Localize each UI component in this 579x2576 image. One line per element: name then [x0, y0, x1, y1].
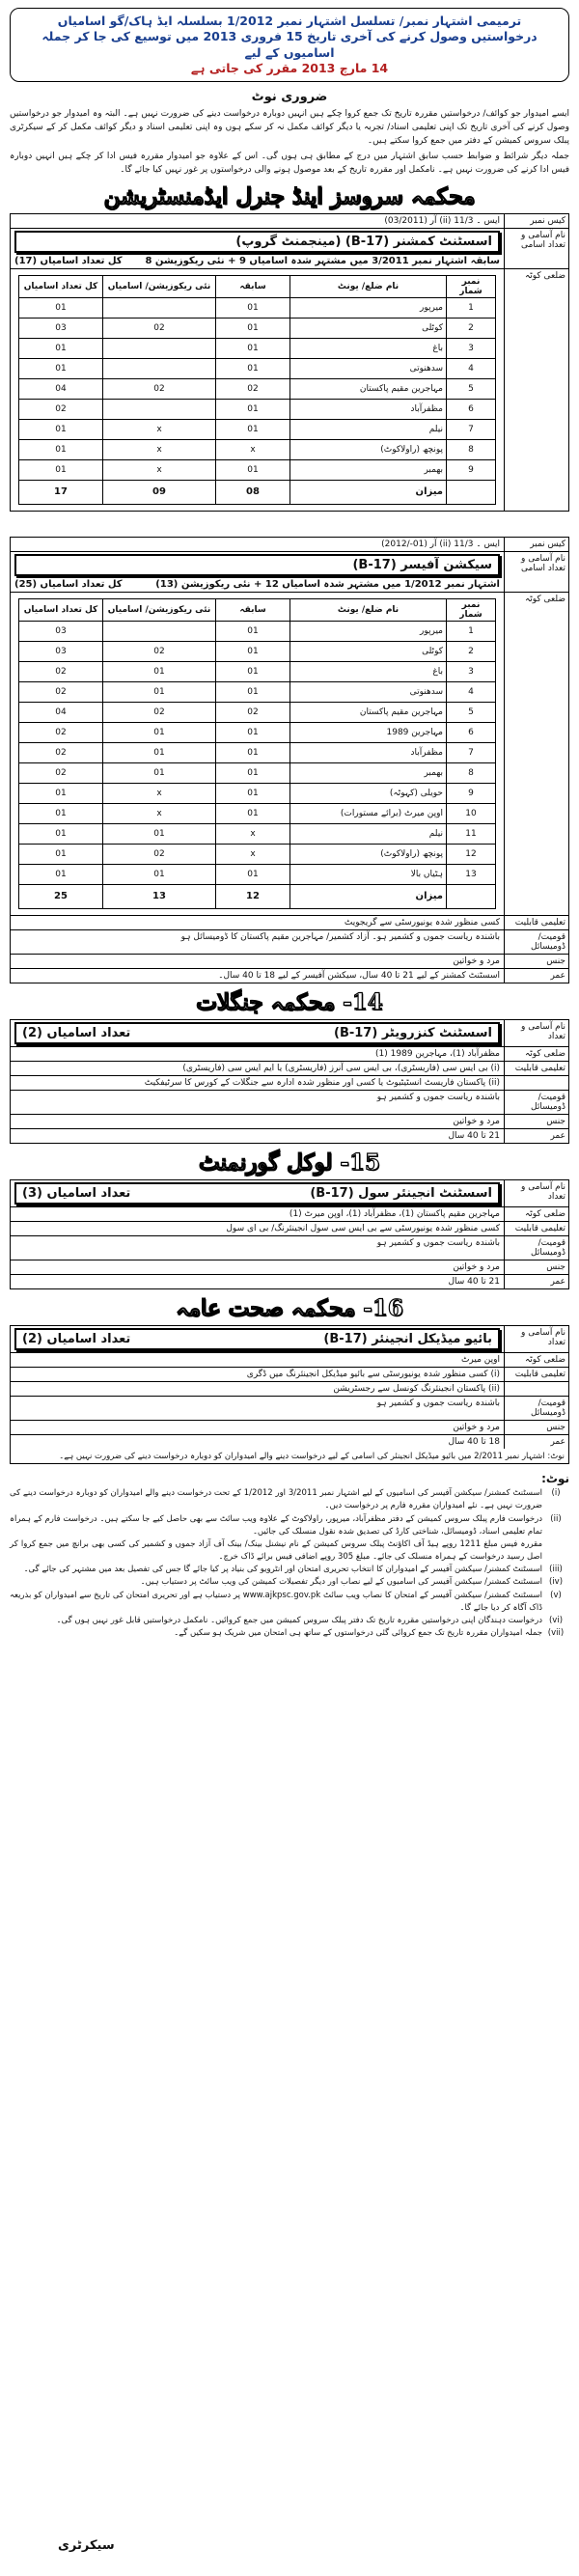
district-quota-label: ضلعی کوٹہ	[504, 593, 568, 915]
table-cell: مہاجرین 1989	[290, 722, 447, 742]
table-row	[19, 783, 496, 803]
info-row	[11, 1397, 568, 1421]
info-label: جنس	[504, 1421, 568, 1434]
table-cell: 03	[19, 641, 103, 661]
total-cell: 13	[103, 884, 216, 908]
info-label: ضلعی کوٹہ	[504, 1207, 568, 1221]
table-row	[19, 742, 496, 762]
table-cell: 03	[19, 318, 103, 338]
table-cell: سدھنوتی	[290, 358, 447, 378]
info-label: جنس	[504, 1260, 568, 1274]
table-cell: نیلم	[290, 823, 447, 844]
table-cell: اوپن میرٹ (برائے مستورات)	[290, 803, 447, 823]
post-title: بائیو میڈیکل انجینئر (B-17)	[323, 1331, 492, 1346]
table-total-row	[19, 884, 496, 908]
table-cell: 9	[447, 783, 496, 803]
table-row	[19, 762, 496, 783]
table-cell: 02	[19, 399, 103, 419]
info-value: مرد و خواتین	[453, 1116, 500, 1126]
age-label: عمر	[504, 969, 568, 983]
col-header: کل تعداد اسامیاں	[19, 598, 103, 621]
table-cell: 01	[216, 318, 290, 338]
table-cell: 01	[19, 864, 103, 884]
info-label: قومیت/ ڈومیسائل	[504, 1397, 568, 1420]
note-text: درخواست دہندگان اپنی درخواستیں مقررہ تاریخ تک دفتر پبلک سروس کمیشن میں جمع کروائیں۔ نامکمل درخواستیں قابل غور نہیں ہوں گی۔	[56, 1616, 542, 1625]
quota-table-ac	[18, 275, 496, 505]
table-cell: 8	[447, 439, 496, 459]
table-cell: 01	[216, 621, 290, 641]
table-cell: میرپور	[290, 621, 447, 641]
info-row	[11, 1435, 568, 1449]
info-row	[11, 1129, 568, 1143]
info-label	[504, 1076, 568, 1090]
info-value: باشندہ ریاست جموں و کشمیر ہو	[376, 1398, 500, 1408]
total-cell: 09	[103, 480, 216, 504]
table-row	[19, 439, 496, 459]
note-text: اسسٹنٹ کمشنر/ سیکشن آفیسر کی اسامیوں کے لیے نصاب اور دیگر تفصیلات کمیشن کی ویب سائٹ پر دستیاب ہیں۔	[140, 1577, 542, 1588]
info-label	[504, 1382, 568, 1396]
post-title: اسسٹنٹ انجینئر سول (B-17)	[310, 1185, 492, 1201]
table-cell: 13	[447, 864, 496, 884]
notes-title: نوٹ:	[541, 1471, 569, 1485]
table-cell: 1	[447, 621, 496, 641]
table-cell: 01	[19, 358, 103, 378]
case-number: ایس ۔ 11/3 (ii) آر (01-/2012)	[381, 539, 500, 549]
dept-services-title: محکمہ سروسز اینڈ جنرل ایڈمنسٹریشن	[103, 182, 476, 209]
col-header: سابقہ	[216, 598, 290, 621]
table-cell: بھمبر	[290, 459, 447, 480]
domicile-value: باشندہ ریاست جموں و کشمیر ہو۔ آزاد کشمیر/ مہاجرین مقیم پاکستان کا ڈومیسائل ہو	[180, 931, 500, 942]
info-value: مظفرآباد (1)، مہاجرین 1989 (1)	[375, 1048, 500, 1059]
post-label: نام آسامی و تعداد اسامی	[504, 229, 568, 268]
table-cell: 01	[19, 439, 103, 459]
info-row	[11, 1047, 568, 1062]
table-cell: 10	[447, 803, 496, 823]
table-cell: 01	[216, 641, 290, 661]
table-cell: نیلم	[290, 419, 447, 439]
info-label: تعلیمی قابلیت	[504, 1222, 568, 1235]
info-row	[11, 1076, 568, 1091]
table-cell: 02	[103, 702, 216, 722]
info-value: (i) کسی منظور شدہ یونیورسٹی سے بائیو میڈیکل انجینئرنگ میں ڈگری	[246, 1369, 500, 1379]
table-cell: 8	[447, 762, 496, 783]
note-item	[10, 1538, 569, 1564]
note-number: (vi)	[548, 1616, 564, 1625]
table-cell: 01	[19, 338, 103, 358]
domicile-label: قومیت/ ڈومیسائل	[504, 930, 568, 954]
info-value: 21 تا 40 سال	[448, 1276, 500, 1287]
table-cell: 04	[19, 378, 103, 399]
info-row	[11, 1236, 568, 1260]
info-label: قومیت/ ڈومیسائل	[504, 1091, 568, 1114]
info-row	[11, 1382, 568, 1397]
table-cell: ہٹیاں بالا	[290, 864, 447, 884]
table-cell: 01	[103, 762, 216, 783]
gender-label: جنس	[504, 955, 568, 968]
total-cell: 25	[19, 884, 103, 908]
info-label: عمر	[504, 1435, 568, 1449]
quota-table-so	[18, 598, 496, 909]
table-cell: باغ	[290, 338, 447, 358]
table-cell: 01	[19, 844, 103, 864]
table-cell: 01	[216, 399, 290, 419]
info-row	[11, 1222, 568, 1236]
note-text: اسسٹنٹ کمشنر/ سیکشن آفیسر کے امیدواران کا انتخاب تحریری امتحان اور انٹرویو کی بنیاد پر کیا جائے گا جس کی تفصیل بعد میں مشتہر کی جائے گی۔	[23, 1565, 542, 1575]
col-header: کل تعداد اسامیاں	[19, 275, 103, 297]
table-cell: 01	[216, 459, 290, 480]
table-cell: 7	[447, 419, 496, 439]
table-cell: 01	[216, 803, 290, 823]
table-row	[19, 681, 496, 702]
post-total: تعداد اسامیاں (2)	[22, 1331, 131, 1346]
case-number: ایس ۔ 11/3 (ii) آر (03/2011)	[384, 215, 500, 226]
table-row	[19, 641, 496, 661]
table-cell: 01	[19, 823, 103, 844]
table-row	[19, 378, 496, 399]
notice-para-1: ایسے امیدوار جو کوائف/ درخواستیں مقررہ تاریخ تک جمع کروا چکے ہیں انہیں دوبارہ درخواست دینے کی ضرورت نہیں ہے۔ البتہ وہ امیدوار جو درخواستیں وصول کرنے کی آخری تاریخ تک اپنی تعلیمی اسناد/ تجربہ یا دیگر کوائف مکمل نہ کر سکے ہوں وہ اپنی تعلیمی اسناد و دیگر کوائف مکمل کر کے سیکرٹری پبلک سروس کمیشن کے دفتر میں جمع کروا سکتے ہیں۔	[10, 109, 569, 146]
table-cell: 2	[447, 318, 496, 338]
info-value: 18 تا 40 سال	[448, 1436, 500, 1447]
section-section-officer	[10, 537, 569, 983]
table-cell: 02	[216, 702, 290, 722]
table-cell: 3	[447, 338, 496, 358]
notice-title: ضروری نوٹ	[251, 90, 328, 104]
post-label: نام آسامی و تعداد	[504, 1326, 568, 1352]
table-cell: 6	[447, 722, 496, 742]
info-row	[11, 1091, 568, 1115]
info-label: قومیت/ ڈومیسائل	[504, 1236, 568, 1260]
note-number: (ii)	[550, 1513, 562, 1524]
total-cell: میزان	[290, 480, 447, 504]
post-title-box	[14, 1182, 500, 1205]
table-row	[19, 823, 496, 844]
info-row	[11, 1421, 568, 1435]
table-cell: 01	[216, 661, 290, 681]
table-cell: 01	[216, 358, 290, 378]
table-cell: میرپور	[290, 297, 447, 318]
dept-health-title: 16- محکمہ صحت عامہ	[176, 1294, 403, 1321]
total-cell: 17	[19, 480, 103, 504]
table-cell: بھمبر	[290, 762, 447, 783]
table-cell: پونچھ (راولاکوٹ)	[290, 439, 447, 459]
table-cell: 11	[447, 823, 496, 844]
info-label: تعلیمی قابلیت	[504, 1368, 568, 1381]
table-cell: کوٹلی	[290, 318, 447, 338]
table-cell: x	[103, 419, 216, 439]
total-cell	[447, 480, 496, 504]
post-total: تعداد اسامیاں (2)	[22, 1025, 131, 1040]
col-header: نام ضلع/ یونٹ	[290, 598, 447, 621]
note-text: مقررہ فیس مبلغ 1211 روپے ہیڈ آف اکاؤنٹ پبلک سروس کمیشن کے نام نیشنل بینک/ بینک آف آزاد جموں و کشمیر کی کسی بھی برانچ میں جمع کروا کر اصل رسید درخواست کے ہمراہ منسلک کی جائے۔ مبلغ 305 روپے اضافی فیس برائے ڈاک خرچ۔	[10, 1538, 542, 1563]
note-item	[10, 1487, 569, 1512]
note-number: (vii)	[547, 1628, 565, 1639]
total-cell: میزان	[290, 884, 447, 908]
case-label: کیس نمبر	[504, 538, 568, 551]
table-cell: 01	[216, 338, 290, 358]
info-label: عمر	[504, 1129, 568, 1143]
table-row	[19, 844, 496, 864]
note-text: جملہ امیدواران مقررہ تاریخ تک جمع کروائی گئی درخواستوں کے ساتھ ہی امتحان میں شریک ہو سکیں گے۔	[174, 1628, 542, 1639]
table-cell: 02	[103, 844, 216, 864]
notice-para-2: جملہ دیگر شرائط و ضوابط حسب سابق اشتہار میں درج کے مطابق ہی ہوں گی۔ اس کے علاوہ جو امیدوار مقررہ فیس ادا کر چکے ہیں انہیں دوبارہ فیس ادا کرنے کی ضرورت نہیں ہے۔ نامکمل اور مقررہ تاریخ کے بعد موصول ہونے والی درخواستوں پر غور نہیں کیا جائے گا۔	[10, 151, 569, 175]
post-label: نام آسامی و تعداد	[504, 1020, 568, 1046]
table-cell: 01	[216, 864, 290, 884]
dept-forests-title: 14- محکمہ جنگلات	[196, 988, 383, 1015]
total-cell: 12	[216, 884, 290, 908]
info-label: تعلیمی قابلیت	[504, 1062, 568, 1075]
post-label: نام آسامی و تعداد اسامی	[504, 552, 568, 592]
table-cell: x	[216, 823, 290, 844]
info-value: (ii) پاکستان انجینئرنگ کونسل سے رجسٹریشن	[333, 1383, 500, 1394]
table-cell: x	[103, 783, 216, 803]
qualification-label: تعلیمی قابلیت	[504, 916, 568, 929]
table-cell: پونچھ (راولاکوٹ)	[290, 844, 447, 864]
table-cell	[103, 338, 216, 358]
post-label: نام آسامی و تعداد	[504, 1180, 568, 1206]
table-cell: 01	[19, 297, 103, 318]
note-text: اسسٹنٹ کمشنر/ سیکشن آفیسر کی اسامیوں کے لیے اشتہار نمبر 3/2011 اور 1/2012 کے تحت درخواست دینے والے امیدواران کو دوبارہ درخواست دینے کی ضرورت نہیں ہے۔ نئے امیدواران مقررہ فارم پر درخواست دیں۔	[10, 1488, 542, 1511]
table-cell	[103, 358, 216, 378]
table-cell: 02	[19, 722, 103, 742]
table-cell: x	[216, 439, 290, 459]
health-footnote: نوٹ: اشتہار نمبر 2/2011 میں بائیو میڈیکل انجینئر کی اسامی کے لیے درخواست دینے والے امیدواران کو دوبارہ درخواست دینے کی ضرورت نہیں ہے۔	[59, 1451, 565, 1461]
district-quota-label: ضلعی کوٹہ	[504, 269, 568, 511]
table-cell: 01	[103, 722, 216, 742]
table-cell: 12	[447, 844, 496, 864]
table-cell: 02	[19, 681, 103, 702]
table-cell: 01	[103, 864, 216, 884]
table-cell: 02	[19, 762, 103, 783]
table-row	[19, 399, 496, 419]
table-cell	[103, 399, 216, 419]
table-cell: 01	[216, 742, 290, 762]
info-row	[11, 1115, 568, 1129]
table-cell: مظفرآباد	[290, 399, 447, 419]
info-row	[11, 1062, 568, 1076]
table-cell: کوٹلی	[290, 641, 447, 661]
note-item	[10, 1615, 569, 1627]
info-label: جنس	[504, 1115, 568, 1128]
table-cell: 01	[103, 823, 216, 844]
note-item	[10, 1564, 569, 1576]
table-cell: 5	[447, 702, 496, 722]
advertisement-page	[10, 8, 569, 1640]
qualification-value: کسی منظور شدہ یونیورسٹی سے گریجویٹ	[344, 917, 500, 928]
info-value: کسی منظور شدہ یونیورسٹی سے بی ایس سی سول انجینئرنگ/ بی ای سول	[226, 1223, 500, 1233]
table-cell: 9	[447, 459, 496, 480]
info-row	[11, 1275, 568, 1288]
col-header: نئی ریکوزیشن/ اسامیاں	[103, 598, 216, 621]
col-header: نمبر شمار	[447, 598, 496, 621]
table-cell: 02	[103, 641, 216, 661]
table-row	[19, 297, 496, 318]
note-text: اسسٹنٹ کمشنر/ سیکشن آفیسر کے امتحان کا نصاب ویب سائٹ www.ajkpsc.gov.pk پر دستیاب ہے اور تحریری امتحان کی تاریخ سے امیدواران کو بذریعہ ڈاک آگاہ کر دیا جائے گا۔	[10, 1590, 542, 1613]
info-row	[11, 1260, 568, 1275]
section-forests	[10, 1019, 569, 1144]
table-cell: 01	[216, 762, 290, 783]
table-cell: مہاجرین مقیم پاکستان	[290, 378, 447, 399]
post-total: کل تعداد اسامیاں (25)	[14, 578, 123, 590]
post-total: تعداد اسامیاں (3)	[22, 1185, 131, 1201]
table-cell: 01	[103, 661, 216, 681]
table-cell: 01	[103, 742, 216, 762]
info-value: (i) بی ایس سی (فاریسٹری)، بی ایس سی آنرز (فاریسٹری) یا ایم ایس سی (فاریسٹری)	[182, 1063, 500, 1073]
table-cell: سدھنوتی	[290, 681, 447, 702]
note-number: (iv)	[548, 1577, 564, 1588]
note-text: درخواست فارم پبلک سروس کمیشن کے دفتر مظفرآباد، میرپور، راولاکوٹ کے علاوہ ویب سائٹ سے بھی حاصل کیے جا سکتے ہیں۔ درخواست فارم کے ہمراہ تمام تعلیمی اسناد، ڈومیسائل، شناختی کارڈ کی تصدیق شدہ نقول منسلک کی جائیں۔	[10, 1513, 542, 1537]
total-cell: 08	[216, 480, 290, 504]
table-cell: باغ	[290, 661, 447, 681]
post-subtitle: سابقہ اشتہار نمبر 3/2011 میں مشتہر شدہ اسامیاں 9 + نئی ریکوزیشن 8	[145, 255, 500, 266]
post-subtitle: اشتہار نمبر 1/2012 میں مشتہر شدہ اسامیاں 12 + نئی ریکوزیشن (13)	[155, 578, 500, 590]
table-cell: 02	[19, 661, 103, 681]
table-row	[19, 419, 496, 439]
header-line-1: ترمیمی اشتہار نمبر/ تسلسل اشتہار نمبر 1/2012 بسلسلہ ایڈ ہاک/گو اسامیاں	[57, 14, 522, 28]
case-label: کیس نمبر	[504, 214, 568, 228]
post-total: کل تعداد اسامیاں (17)	[14, 255, 123, 266]
table-cell: 6	[447, 399, 496, 419]
table-row	[19, 459, 496, 480]
table-row	[19, 621, 496, 641]
col-header: نمبر شمار	[447, 275, 496, 297]
table-cell: 01	[19, 419, 103, 439]
note-item	[10, 1590, 569, 1615]
table-row	[19, 318, 496, 338]
table-cell: 01	[216, 419, 290, 439]
table-cell: x	[103, 439, 216, 459]
table-cell: 01	[216, 681, 290, 702]
age-value: اسسٹنٹ کمشنر کے لیے 21 تا 40 سال، سیکشن آفیسر کے لیے 18 تا 40 سال۔	[218, 970, 500, 981]
table-cell	[103, 621, 216, 641]
table-cell: مظفرآباد	[290, 742, 447, 762]
info-value: مرد و خواتین	[453, 1261, 500, 1272]
header-line-2: درخواستیں وصول کرنے کی آخری تاریخ 15 فروری 2013 میں توسیع کی جا کر جملہ اسامیوں کے لیے	[41, 29, 538, 60]
table-cell: 3	[447, 661, 496, 681]
table-cell: 04	[19, 702, 103, 722]
table-total-row	[19, 480, 496, 504]
post-title: اسسٹنٹ کنزرویٹر (B-17)	[334, 1025, 492, 1040]
table-row	[19, 803, 496, 823]
info-value: مہاجرین مقیم پاکستان (1)، مظفرآباد (1)، اوپن میرٹ (1)	[289, 1208, 500, 1219]
note-number: (v)	[550, 1590, 562, 1600]
header-line-3: 14 مارچ 2013 مقرر کی جاتی ہے	[190, 60, 389, 75]
post-title: اسسٹنٹ کمشنر (B-17) (مینجمنٹ گروپ)	[235, 234, 492, 249]
info-value: اوپن میرٹ	[460, 1354, 500, 1365]
note-item	[10, 1576, 569, 1589]
info-value: مرد و خواتین	[453, 1422, 500, 1432]
note-number: (i)	[551, 1488, 561, 1499]
table-row	[19, 702, 496, 722]
notes-section	[10, 1470, 569, 1641]
table-cell: x	[103, 803, 216, 823]
table-cell: 4	[447, 681, 496, 702]
info-label: ضلعی کوٹہ	[504, 1353, 568, 1367]
table-row	[19, 338, 496, 358]
table-cell: 2	[447, 641, 496, 661]
info-value: باشندہ ریاست جموں و کشمیر ہو	[376, 1092, 500, 1102]
note-number: (iii)	[549, 1565, 563, 1575]
table-cell: 01	[19, 783, 103, 803]
post-title-box	[14, 1022, 500, 1044]
note-number	[542, 1538, 569, 1564]
table-cell: 02	[103, 318, 216, 338]
table-cell: 01	[216, 783, 290, 803]
info-value: باشندہ ریاست جموں و کشمیر ہو	[376, 1237, 500, 1248]
section-local-govt	[10, 1179, 569, 1289]
table-cell: 02	[19, 742, 103, 762]
total-cell	[447, 884, 496, 908]
table-cell: 01	[19, 459, 103, 480]
header-banner	[10, 8, 569, 82]
table-cell: x	[216, 844, 290, 864]
gender-value: مرد و خواتین	[453, 956, 500, 966]
table-cell: 01	[103, 681, 216, 702]
table-cell: 5	[447, 378, 496, 399]
table-row	[19, 358, 496, 378]
table-cell: 7	[447, 742, 496, 762]
col-header: نئی ریکوزیشن/ اسامیاں	[103, 275, 216, 297]
table-cell: x	[103, 459, 216, 480]
info-row	[11, 1368, 568, 1382]
table-row	[19, 864, 496, 884]
table-cell: 01	[19, 803, 103, 823]
table-row	[19, 722, 496, 742]
note-item	[10, 1627, 569, 1640]
note-item	[10, 1513, 569, 1538]
table-cell: 03	[19, 621, 103, 641]
dept-local-govt-title: 15- لوکل گورنمنٹ	[199, 1149, 380, 1176]
table-cell: مہاجرین مقیم پاکستان	[290, 702, 447, 722]
col-header: نام ضلع/ یونٹ	[290, 275, 447, 297]
info-row	[11, 1353, 568, 1368]
signature-secretary: سیکرٹری	[58, 2538, 115, 2553]
table-cell	[103, 297, 216, 318]
table-cell: 01	[216, 722, 290, 742]
post-title-box	[14, 554, 500, 576]
table-cell: 4	[447, 358, 496, 378]
table-cell: 01	[216, 297, 290, 318]
post-title-box	[14, 1328, 500, 1350]
info-value: 21 تا 40 سال	[448, 1130, 500, 1141]
table-cell: 1	[447, 297, 496, 318]
col-header: سابقہ	[216, 275, 290, 297]
post-title: سیکشن آفیسر (B-17)	[352, 557, 492, 572]
section-assistant-commissioner	[10, 213, 569, 512]
table-cell: 02	[103, 378, 216, 399]
info-row	[11, 1207, 568, 1222]
section-health	[10, 1325, 569, 1464]
info-label: ضلعی کوٹہ	[504, 1047, 568, 1061]
table-cell: 02	[216, 378, 290, 399]
table-row	[19, 661, 496, 681]
table-cell: حویلی (کہوٹہ)	[290, 783, 447, 803]
post-title-box	[14, 231, 500, 253]
info-value: (ii) پاکستان فاریسٹ انسٹیٹیوٹ یا کسی اور منظور شدہ ادارہ سے جنگلات کے کورس کا سرٹیفکیٹ	[144, 1077, 500, 1088]
info-label: عمر	[504, 1275, 568, 1288]
